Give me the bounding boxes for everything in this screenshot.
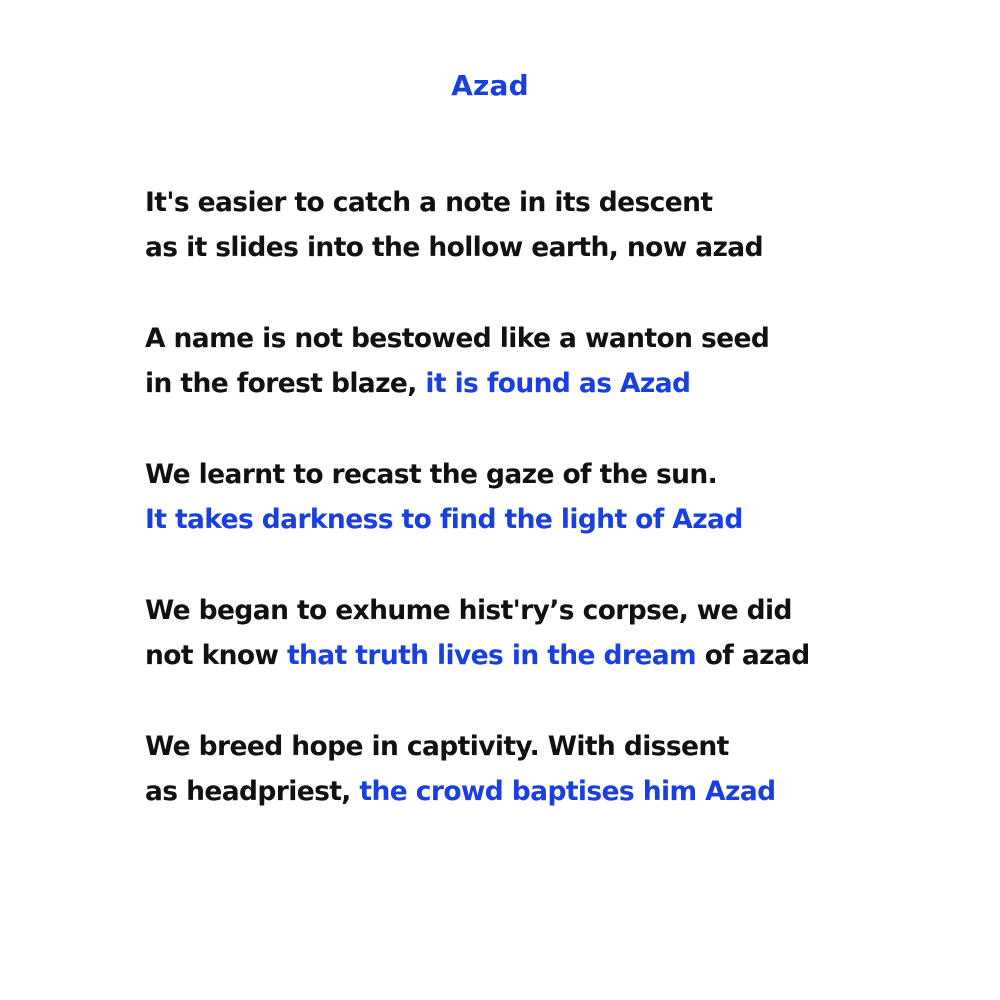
stanza-5 (145, 724, 985, 814)
poem-line: We learnt to recast the gaze of the sun. (145, 459, 718, 490)
highlighted-text: It takes darkness to find the light of Azad (145, 504, 743, 535)
poem-line: A name is not bestowed like a wanton seed (145, 323, 770, 354)
poem-line (145, 497, 985, 542)
line-text: in the forest blaze, (145, 368, 426, 399)
highlighted-text: the crowd baptises him Azad (359, 776, 776, 807)
poem-line (145, 633, 985, 678)
poem-line: as it slides into the hollow earth, now azad (145, 232, 763, 263)
stanza-2 (145, 316, 985, 406)
highlighted-text: that truth lives in the dream (286, 640, 697, 671)
poem-title: Azad (451, 69, 529, 102)
line-text: of azad (696, 640, 810, 671)
line-text: as headpriest, (145, 776, 360, 807)
stanza-4 (145, 588, 985, 678)
poem-body (145, 180, 985, 860)
highlighted-text: it is found as Azad (425, 368, 691, 399)
poem-line (145, 769, 985, 814)
poem-line (145, 361, 985, 406)
poem-line: We breed hope in captivity. With dissent (145, 731, 729, 762)
stanza-1 (145, 180, 985, 270)
stanza-3 (145, 452, 985, 542)
poem-line: It's easier to catch a note in its descent (145, 187, 713, 218)
line-text: not know (145, 640, 287, 671)
poem-line: We began to exhume hist'ry’s corpse, we did (145, 595, 792, 626)
